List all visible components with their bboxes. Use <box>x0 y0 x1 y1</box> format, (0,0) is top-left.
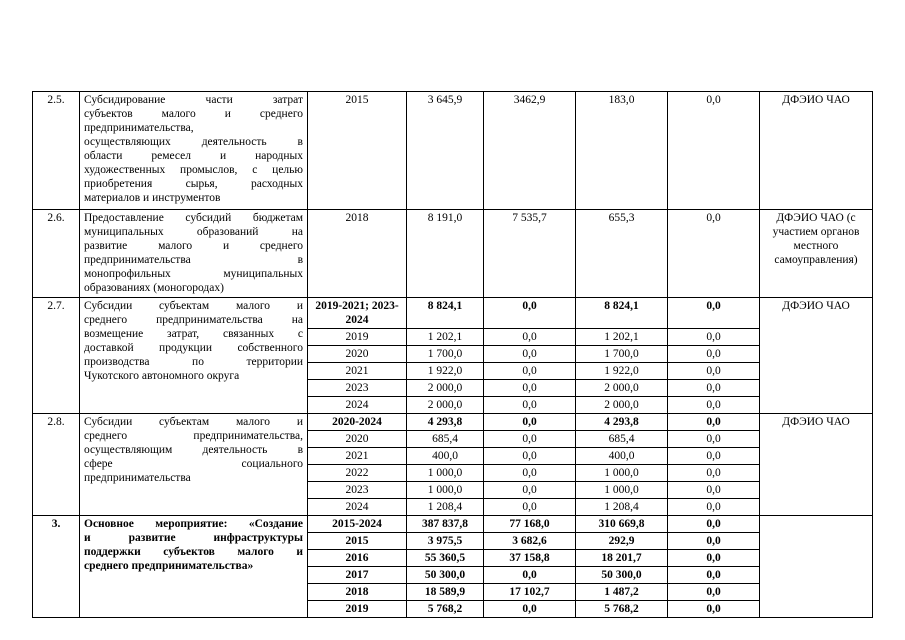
item-number: 2.5. <box>33 92 80 210</box>
regional-cell: 400,0 <box>576 448 668 465</box>
total-cell: 8 824,1 <box>407 298 484 329</box>
total-cell: 50 300,0 <box>407 567 484 584</box>
federal-cell: 3 682,6 <box>484 533 576 550</box>
item-name <box>80 516 308 618</box>
item-name-line: Предоставление субсидий бюджетам <box>84 212 303 224</box>
regional-cell: 292,9 <box>576 533 668 550</box>
year-cell: 2024 <box>308 397 407 414</box>
item-name-line: среднего предпринимательства на <box>84 314 303 326</box>
total-cell: 8 191,0 <box>407 210 484 298</box>
item-name-line: субъектов малого и среднего <box>84 108 303 120</box>
executor-cell: ДФЭИО ЧАО (с участием органов местного самоуправления) <box>760 210 873 298</box>
federal-cell: 0,0 <box>484 414 576 431</box>
total-cell: 400,0 <box>407 448 484 465</box>
table-row <box>33 516 873 533</box>
total-cell: 1 202,1 <box>407 329 484 346</box>
federal-cell: 37 158,8 <box>484 550 576 567</box>
federal-cell: 0,0 <box>484 363 576 380</box>
regional-cell: 2 000,0 <box>576 397 668 414</box>
regional-cell: 310 669,8 <box>576 516 668 533</box>
item-name-line: предпринимательства в <box>84 254 303 266</box>
total-cell: 685,4 <box>407 431 484 448</box>
other-cell: 0,0 <box>668 448 760 465</box>
year-cell: 2020 <box>308 346 407 363</box>
federal-cell: 0,0 <box>484 465 576 482</box>
total-cell: 1 000,0 <box>407 465 484 482</box>
total-cell: 3 645,9 <box>407 92 484 210</box>
item-name-line: Субсидии субъектам малого и <box>84 300 303 312</box>
item-name <box>80 210 308 298</box>
item-name-line: поддержки субъектов малого и <box>84 546 303 558</box>
total-cell: 5 768,2 <box>407 601 484 618</box>
item-name-line: осуществляющих деятельность в <box>84 136 303 148</box>
total-cell: 1 208,4 <box>407 499 484 516</box>
item-name-line: Основное мероприятие: «Создание <box>84 518 303 530</box>
year-cell: 2015 <box>308 92 407 210</box>
regional-cell: 685,4 <box>576 431 668 448</box>
regional-cell: 50 300,0 <box>576 567 668 584</box>
total-cell: 18 589,9 <box>407 584 484 601</box>
executor-cell <box>760 516 873 618</box>
other-cell: 0,0 <box>668 550 760 567</box>
item-name-line: Субсидирование части затрат <box>84 94 303 106</box>
federal-cell: 0,0 <box>484 431 576 448</box>
year-cell: 2018 <box>308 210 407 298</box>
federal-cell: 0,0 <box>484 346 576 363</box>
federal-cell: 0,0 <box>484 601 576 618</box>
other-cell: 0,0 <box>668 397 760 414</box>
year-cell: 2023 <box>308 482 407 499</box>
item-name-line: Субсидии субъектам малого и <box>84 416 303 428</box>
other-cell: 0,0 <box>668 567 760 584</box>
year-cell: 2019 <box>308 601 407 618</box>
item-number: 2.7. <box>33 298 80 414</box>
regional-cell: 2 000,0 <box>576 380 668 397</box>
federal-cell: 0,0 <box>484 298 576 329</box>
total-cell: 2 000,0 <box>407 380 484 397</box>
year-cell: 2020 <box>308 431 407 448</box>
other-cell: 0,0 <box>668 380 760 397</box>
year-cell: 2024 <box>308 499 407 516</box>
other-cell: 0,0 <box>668 516 760 533</box>
other-cell: 0,0 <box>668 298 760 329</box>
item-name-line: возмещение затрат, связанных с <box>84 328 303 340</box>
federal-cell: 0,0 <box>484 567 576 584</box>
federal-cell: 77 168,0 <box>484 516 576 533</box>
item-name-line: среднего предпринимательства» <box>84 560 254 572</box>
other-cell: 0,0 <box>668 346 760 363</box>
year-cell: 2016 <box>308 550 407 567</box>
year-cell: 2019-2021; 2023-2024 <box>308 298 407 329</box>
year-cell: 2018 <box>308 584 407 601</box>
other-cell: 0,0 <box>668 499 760 516</box>
executor-cell: ДФЭИО ЧАО <box>760 92 873 210</box>
regional-cell: 1 208,4 <box>576 499 668 516</box>
regional-cell: 5 768,2 <box>576 601 668 618</box>
year-cell: 2015 <box>308 533 407 550</box>
other-cell: 0,0 <box>668 92 760 210</box>
table-row <box>33 210 873 298</box>
item-name-line: Чукотского автономного округа <box>84 370 240 382</box>
regional-cell: 183,0 <box>576 92 668 210</box>
budget-table <box>32 91 873 618</box>
regional-cell: 655,3 <box>576 210 668 298</box>
item-name-line: предпринимательства, <box>84 122 194 134</box>
total-cell: 3 975,5 <box>407 533 484 550</box>
total-cell: 1 700,0 <box>407 346 484 363</box>
other-cell: 0,0 <box>668 465 760 482</box>
item-number: 2.8. <box>33 414 80 516</box>
federal-cell: 17 102,7 <box>484 584 576 601</box>
item-name-line: приобретения сырья, расходных <box>84 178 303 190</box>
table-row <box>33 298 873 329</box>
year-cell: 2021 <box>308 363 407 380</box>
year-cell: 2019 <box>308 329 407 346</box>
year-cell: 2021 <box>308 448 407 465</box>
regional-cell: 1 922,0 <box>576 363 668 380</box>
other-cell: 0,0 <box>668 533 760 550</box>
item-name-line: художественных промыслов, с целью <box>84 164 303 176</box>
item-name <box>80 414 308 516</box>
table-row <box>33 92 873 210</box>
year-cell: 2020-2024 <box>308 414 407 431</box>
other-cell: 0,0 <box>668 414 760 431</box>
regional-cell: 8 824,1 <box>576 298 668 329</box>
regional-cell: 1 700,0 <box>576 346 668 363</box>
year-cell: 2015-2024 <box>308 516 407 533</box>
other-cell: 0,0 <box>668 601 760 618</box>
total-cell: 387 837,8 <box>407 516 484 533</box>
regional-cell: 1 000,0 <box>576 482 668 499</box>
other-cell: 0,0 <box>668 482 760 499</box>
item-name-line: области ремесел и народных <box>84 150 303 162</box>
federal-cell: 0,0 <box>484 397 576 414</box>
other-cell: 0,0 <box>668 584 760 601</box>
executor-cell: ДФЭИО ЧАО <box>760 298 873 414</box>
federal-cell: 3462,9 <box>484 92 576 210</box>
federal-cell: 0,0 <box>484 329 576 346</box>
total-cell: 1 000,0 <box>407 482 484 499</box>
federal-cell: 7 535,7 <box>484 210 576 298</box>
regional-cell: 1 202,1 <box>576 329 668 346</box>
item-name <box>80 298 308 414</box>
year-cell: 2022 <box>308 465 407 482</box>
regional-cell: 1 487,2 <box>576 584 668 601</box>
item-name-line: доставкой продукции собственного <box>84 342 303 354</box>
federal-cell: 0,0 <box>484 499 576 516</box>
item-name-line: и развитие инфраструктуры <box>84 532 303 544</box>
year-cell: 2023 <box>308 380 407 397</box>
item-name-line: производства по территории <box>84 356 303 368</box>
item-name-line: развитие малого и среднего <box>84 240 303 252</box>
item-name-line: образованиях (моногородах) <box>84 282 224 294</box>
federal-cell: 0,0 <box>484 448 576 465</box>
item-name-line: осуществляющим деятельность в <box>84 444 303 456</box>
total-cell: 55 360,5 <box>407 550 484 567</box>
other-cell: 0,0 <box>668 210 760 298</box>
regional-cell: 4 293,8 <box>576 414 668 431</box>
item-number: 2.6. <box>33 210 80 298</box>
item-name-line: среднего предпринимательства, <box>84 430 303 442</box>
total-cell: 1 922,0 <box>407 363 484 380</box>
federal-cell: 0,0 <box>484 482 576 499</box>
item-name-line: монопрофильных муниципальных <box>84 268 303 280</box>
other-cell: 0,0 <box>668 431 760 448</box>
table-row <box>33 414 873 431</box>
total-cell: 4 293,8 <box>407 414 484 431</box>
year-cell: 2017 <box>308 567 407 584</box>
federal-cell: 0,0 <box>484 380 576 397</box>
other-cell: 0,0 <box>668 363 760 380</box>
other-cell: 0,0 <box>668 329 760 346</box>
item-name-line: муниципальных образований на <box>84 226 303 238</box>
item-name <box>80 92 308 210</box>
executor-cell: ДФЭИО ЧАО <box>760 414 873 516</box>
table-body <box>33 92 873 618</box>
item-number: 3. <box>33 516 80 618</box>
total-cell: 2 000,0 <box>407 397 484 414</box>
regional-cell: 1 000,0 <box>576 465 668 482</box>
item-name-line: предпринимательства <box>84 472 191 484</box>
regional-cell: 18 201,7 <box>576 550 668 567</box>
item-name-line: материалов и инструментов <box>84 192 221 204</box>
item-name-line: сфере социального <box>84 458 303 470</box>
